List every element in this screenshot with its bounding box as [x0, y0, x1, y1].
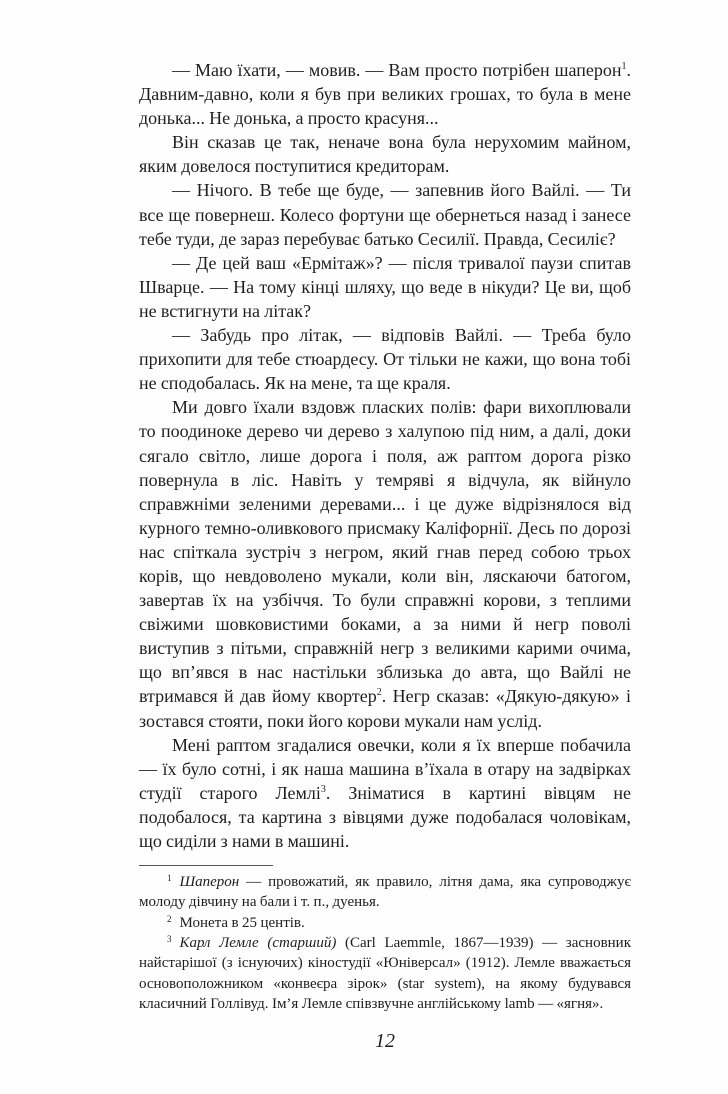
footnote-ref[interactable]: 2 — [376, 687, 382, 699]
paragraph-text: . Зніматися в картині вівцям не подобалося, та картина з вівцями дуже подобалася чоловікам, що сиділи з нами в машині. — [139, 782, 631, 851]
footnote-mark: 3 — [167, 933, 172, 944]
paragraph-text: . Негр сказав: «Дякую-дякую» і зостався стояти, поки його корови мукали нам услід. — [139, 686, 631, 731]
footnote-mark: 1 — [167, 873, 172, 884]
paragraph: — Нічого. В тебе ще буде, — запевнив його Вайлі. — Ти все ще повернеш. Колесо фортуни ще обернеться назад і занесе тебе туди, де зараз перебуває батько Сесилії. Правда, Сесиліє? — [139, 180, 631, 249]
footnote-separator — [139, 865, 273, 866]
paragraph — [139, 733, 631, 853]
paragraph: Він сказав це так, неначе вона була нерухомим майном, яким довелося поступитися кредиторам. — [139, 132, 631, 177]
paragraph: — Де цей ваш «Ермітаж»? — після тривалої паузи спитав Шварце. — На тому кінці шляху, що веде в нікуди? Це ви, щоб не встигнути на літак? — [139, 252, 631, 321]
footnote-ref[interactable]: 1 — [621, 61, 627, 72]
footnote — [139, 913, 631, 933]
footnote-term: Шаперон — [179, 874, 240, 891]
footnotes — [139, 872, 631, 1014]
paragraph-text: Ми довго їхали вздовж пласких полів: фари вихоплювали то поодиноке дерево чи дерево з халупою під ним, а далі, доки сягало світло, лише дорога і поля, аж раптом дорога різко повернула в ліс. Навіть у темряві я відчула, як війнуло справжніми зеленими деревами... і це дуже відрізнялося від курного темно-оливкового присмаку Каліфорнії. Десь по дорозі нас спіткала зустріч з негром, який гнав перед собою трьох корів, що невдоволено мукали, коли він, ляскаючи батогом, завертав їх на узбіччя. То були справжні корови, з теплими свіжими шовковистими боками, а за ними й негр поволі виступив з пітьми, справжній негр з великими карими очима, що вп’явся в нас настільки зблизька до авта, що Вайлі не втримався й дав йому квортер — [139, 397, 631, 707]
paragraph: — Забудь про літак, — відповів Вайлі. — Треба було прихопити для тебе стюардесу. От тільки не кажи, що вона тобі не сподобалась. Як на мене, та ще краля. — [139, 325, 631, 394]
footnote-mark: 2 — [167, 913, 172, 924]
footnote-text: — провожатий, як правило, літня дама, яка супроводжує молоду дівчину на бали і т. п., дуенья. — [139, 874, 631, 911]
paragraph-text: Мені раптом згадалися овечки, коли я їх вперше побачила — їх було сотні, і як наша машина в’їхала в отару на задвірках студії старого Лемлі — [139, 734, 631, 803]
footnote-ref[interactable]: 3 — [320, 783, 326, 795]
footnote — [139, 933, 631, 1014]
paragraph-text: . Давним-давно, коли я був при великих грошах, то була в мене донька... Не донька, а просто красуня... — [139, 60, 631, 129]
body-text — [139, 58, 631, 853]
footnote-text: Монета в 25 центів. — [179, 914, 305, 931]
footnote-text: (Carl Laemmle, 1867—1939) — засновник найстарішої (з існуючих) кіностудії «Юніверсал» (1912). Лемле вважається основоположником «конвеєра зірок» (star system), на якому будувався класичний Голлівуд. Ім’я Лемле співзвучне англійському lamb — «ягня». — [139, 934, 632, 1012]
paragraph — [139, 58, 631, 130]
page-number: 12 — [375, 1030, 395, 1053]
paragraph — [139, 395, 631, 732]
footnote-term: Карл Лемле (старший) — [179, 934, 337, 951]
footnote — [139, 872, 631, 913]
paragraph-text: — Маю їхати, — мовив. — Вам просто потрібен шаперон — [172, 60, 622, 80]
